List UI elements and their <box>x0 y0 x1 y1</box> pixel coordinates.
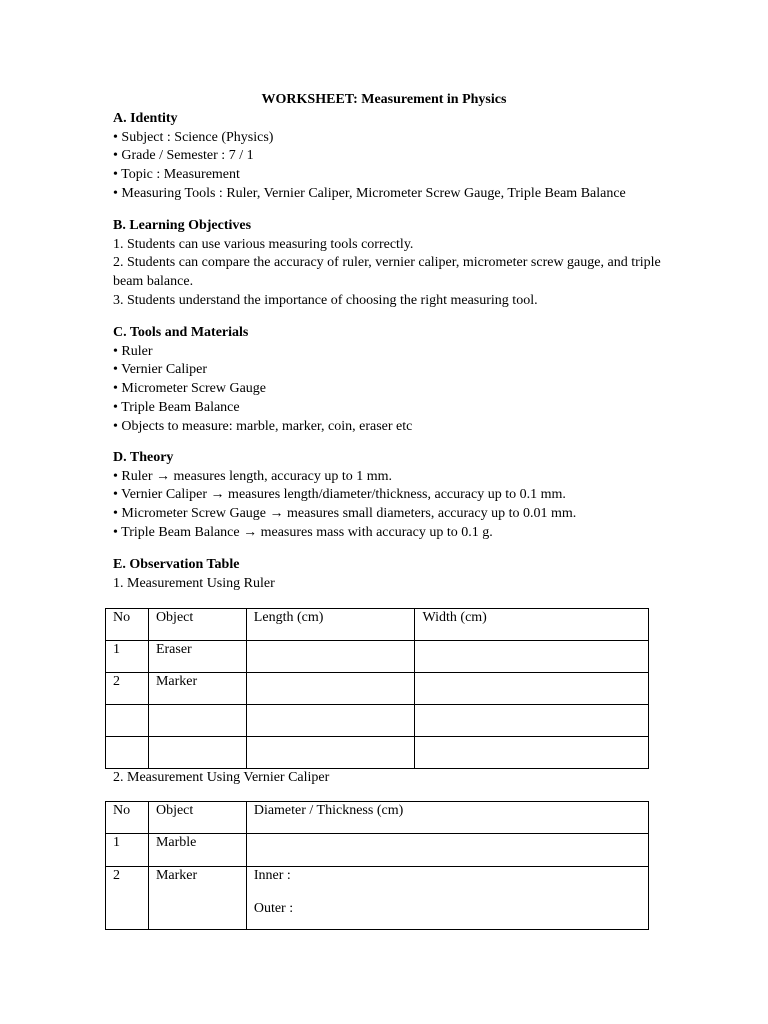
tools-section <box>113 324 673 436</box>
cell-width[interactable] <box>415 641 649 673</box>
cell-no[interactable] <box>106 705 149 737</box>
cell-object: Marker <box>148 867 246 930</box>
table-row <box>106 673 649 705</box>
identity-section <box>113 110 673 204</box>
cell-object: Marker <box>148 673 246 705</box>
tool-balance: • Triple Beam Balance <box>113 399 240 415</box>
tool-micrometer: • Micrometer Screw Gauge <box>113 381 267 397</box>
table-row <box>106 867 649 930</box>
theory-ruler: • Ruler → measures length, accuracy up to 1 mm. <box>113 468 392 484</box>
objective-3: 3. Students understand the importance of choosing the right measuring tool. <box>113 292 538 308</box>
cell-width[interactable] <box>415 673 649 705</box>
cell-no: 2 <box>106 673 149 705</box>
theory-micrometer: • Micrometer Screw Gauge → measures small diameters, accuracy up to 0.01 mm. <box>113 506 577 522</box>
cell-no[interactable] <box>106 737 149 769</box>
page-title: WORKSHEET: Measurement in Physics <box>261 92 507 107</box>
cell-no: 1 <box>106 641 149 673</box>
cell-diameter[interactable] <box>246 834 648 867</box>
theory-heading: D. Theory <box>113 450 174 465</box>
cell-object: Marble <box>148 834 246 867</box>
cell-object[interactable] <box>148 737 246 769</box>
identity-tools: • Measuring Tools : Ruler, Vernier Caliper, Micrometer Screw Gauge, Triple Beam Balance <box>113 185 626 201</box>
header-no: No <box>106 609 149 641</box>
theory-section <box>113 449 673 543</box>
identity-topic: • Topic : Measurement <box>113 167 240 183</box>
header-length: Length (cm) <box>246 609 415 641</box>
objectives-section <box>113 217 661 311</box>
cell-no: 1 <box>106 834 149 867</box>
cell-length[interactable] <box>246 673 415 705</box>
header-no: No <box>106 802 149 834</box>
table1-caption: 1. Measurement Using Ruler <box>113 575 275 591</box>
header-object: Object <box>148 609 246 641</box>
cell-object[interactable] <box>148 705 246 737</box>
table-header-row <box>106 609 649 641</box>
header-object: Object <box>148 802 246 834</box>
table-row <box>106 641 649 673</box>
theory-vernier: • Vernier Caliper → measures length/diameter/thickness, accuracy up to 0.1 mm. <box>113 487 566 503</box>
tool-vernier: • Vernier Caliper <box>113 362 208 378</box>
identity-grade: • Grade / Semester : 7 / 1 <box>113 148 254 164</box>
table-header-row <box>106 802 649 834</box>
tool-ruler: • Ruler <box>113 343 153 359</box>
table2-caption-block <box>113 769 673 788</box>
cell-length[interactable] <box>246 705 415 737</box>
tools-heading: C. Tools and Materials <box>113 325 249 340</box>
ruler-table <box>105 608 649 769</box>
tool-objects: • Objects to measure: marble, marker, coin, eraser etc <box>113 418 413 434</box>
objectives-heading: B. Learning Objectives <box>113 218 252 233</box>
cell-length[interactable] <box>246 641 415 673</box>
identity-subject: • Subject : Science (Physics) <box>113 129 274 145</box>
vernier-table <box>105 801 649 930</box>
table-row <box>106 834 649 867</box>
theory-balance: • Triple Beam Balance → measures mass with accuracy up to 0.1 g. <box>113 524 493 540</box>
table-row <box>106 737 649 769</box>
cell-width[interactable] <box>415 737 649 769</box>
header-diameter: Diameter / Thickness (cm) <box>246 802 648 834</box>
observation-section <box>113 556 673 593</box>
inner-label: Inner : <box>253 868 291 883</box>
cell-width[interactable] <box>415 705 649 737</box>
cell-diameter[interactable] <box>246 867 648 930</box>
identity-heading: A. Identity <box>113 111 178 126</box>
objective-1: 1. Students can use various measuring tools correctly. <box>113 236 414 252</box>
table-row <box>106 705 649 737</box>
objective-2: 2. Students can compare the accuracy of ruler, vernier caliper, micrometer screw gauge, and triple beam balance. <box>113 255 661 290</box>
observation-heading: E. Observation Table <box>113 557 240 572</box>
cell-length[interactable] <box>246 737 415 769</box>
table2-caption: 2. Measurement Using Vernier Caliper <box>113 770 330 785</box>
cell-object: Eraser <box>148 641 246 673</box>
outer-label: Outer : <box>253 900 294 916</box>
cell-no: 2 <box>106 867 149 930</box>
header-width: Width (cm) <box>415 609 649 641</box>
